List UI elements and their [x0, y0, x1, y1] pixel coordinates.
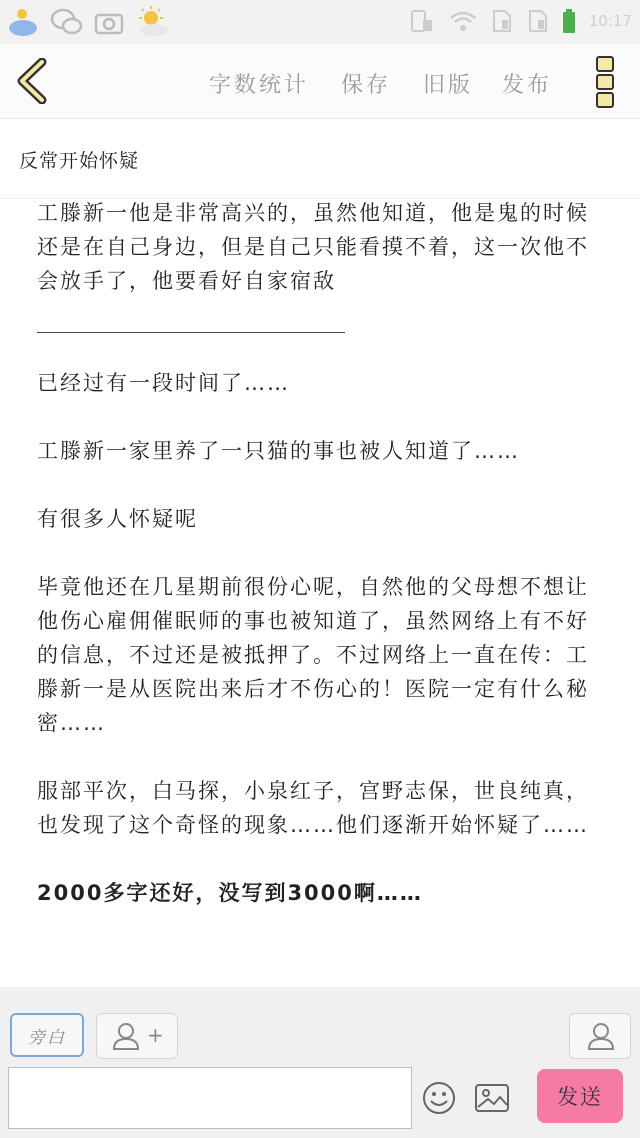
sim-card-icon: [491, 8, 513, 34]
more-vertical-icon[interactable]: [594, 56, 616, 108]
emoji-icon[interactable]: [422, 1081, 456, 1115]
status-bar: [0, 0, 640, 44]
paragraph: 毕竟他还在几星期前很份心呢，自然他的父母想不想让他伤心雇佣催眠师的事也被知道了，虽然网络上有不好的信息，不过还是被抵押了。不过网络上一直在传：工滕新一是从医院出来后才不伤心的！医院一定有什么秘密……: [37, 575, 589, 735]
paragraph: 有很多人怀疑呢: [37, 507, 198, 531]
old-version-button[interactable]: 旧版: [423, 73, 474, 98]
chevron-left-icon[interactable]: [14, 58, 50, 104]
weather-sun-icon: [134, 6, 170, 38]
paragraph: 2000多字还好，没写到3000啊……: [37, 881, 423, 905]
send-button[interactable]: 发送: [537, 1069, 623, 1123]
word-count-button[interactable]: 字数统计: [209, 73, 310, 98]
battery-icon: [563, 9, 575, 33]
wechat-icon: [50, 7, 84, 37]
user-add-icon: [111, 1021, 141, 1051]
sim-card-icon: [527, 8, 549, 34]
image-icon[interactable]: [474, 1083, 510, 1113]
status-right-icons: [409, 8, 632, 34]
editor-toolbar: [0, 44, 640, 119]
publish-button[interactable]: 发布: [502, 73, 553, 98]
role-select-button[interactable]: [569, 1013, 631, 1059]
section-divider: [37, 332, 345, 333]
paragraph: 已经过有一段时间了……: [37, 371, 290, 395]
paragraph: 服部平次，白马探，小泉红子，宫野志保，世良纯真，也发现了这个奇怪的现象……他们逐渐开始怀疑了……: [37, 779, 589, 837]
message-input[interactable]: [8, 1067, 412, 1129]
title-bar: [0, 118, 640, 199]
weather-cloud-icon: [6, 6, 40, 38]
narration-button[interactable]: 旁白: [10, 1013, 84, 1057]
document-title[interactable]: 反常开始怀疑: [19, 150, 140, 172]
user-icon: [586, 1021, 616, 1051]
add-role-plus: +: [147, 1023, 164, 1047]
phone-sim-icon: [409, 8, 435, 34]
status-time: 10:17: [588, 12, 632, 30]
paragraph: 工滕新一家里养了一只猫的事也被人知道了……: [37, 439, 520, 463]
chapter-content[interactable]: [37, 196, 609, 986]
paragraph: 工滕新一他是非常高兴的，虽然他知道，他是鬼的时候还是在自己身边，但是自己只能看摸不着，这一次他不会放手了，他要看好自家宿敌: [37, 201, 589, 293]
camera-icon: [94, 8, 124, 36]
status-left-icons: [6, 6, 170, 38]
wifi-icon: [449, 9, 477, 33]
save-button[interactable]: 保存: [341, 73, 392, 98]
add-role-button[interactable]: [96, 1013, 178, 1059]
composer-panel: [0, 987, 640, 1138]
